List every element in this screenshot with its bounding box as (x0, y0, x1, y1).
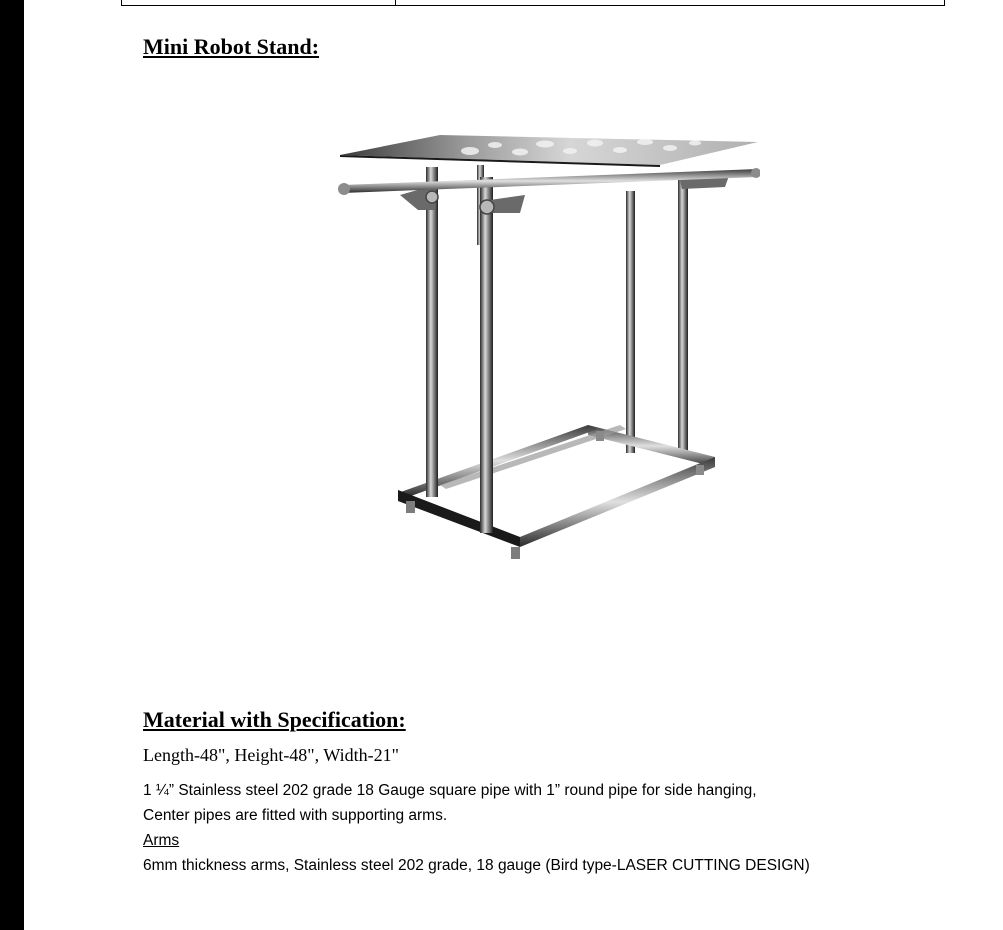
table-bottom-edge (121, 0, 945, 6)
base-rail-left (520, 457, 715, 547)
arms-label: Arms (143, 832, 180, 849)
rod-clamp (426, 191, 438, 203)
front-right-leg (480, 177, 493, 533)
foot (696, 465, 704, 475)
rod-clamp (480, 200, 494, 214)
rod-end-cap-left (338, 183, 350, 195)
dimensions-text: Length-48", Height-48", Width-21" (143, 745, 399, 765)
support-arm-center (490, 195, 525, 213)
back-right-outer-leg (678, 180, 688, 453)
back-right-leg (626, 191, 635, 453)
spec-line-pipe: 1 ¼” Stainless steel 202 grade 18 Gauge square pipe with 1” round pipe for side hanging, (143, 782, 757, 799)
spec-line-center-pipes: Center pipes are fitted with supporting arms. (143, 807, 448, 824)
spec-line-arms: 6mm thickness arms, Stainless steel 202 grade, 18 gauge (Bird type-LASER CUTTING DESIGN) (143, 857, 810, 874)
table-column-divider (395, 0, 396, 5)
foot (406, 501, 415, 513)
page-title: Mini Robot Stand: (143, 34, 320, 59)
front-left-leg (426, 167, 438, 497)
base-rail-front (398, 490, 520, 547)
stand-photo (330, 85, 760, 580)
foot (596, 431, 604, 441)
foot (511, 547, 520, 559)
glass-top (340, 135, 758, 165)
left-edge-bar (0, 0, 24, 930)
specification-heading: Material with Specification: (143, 707, 406, 732)
